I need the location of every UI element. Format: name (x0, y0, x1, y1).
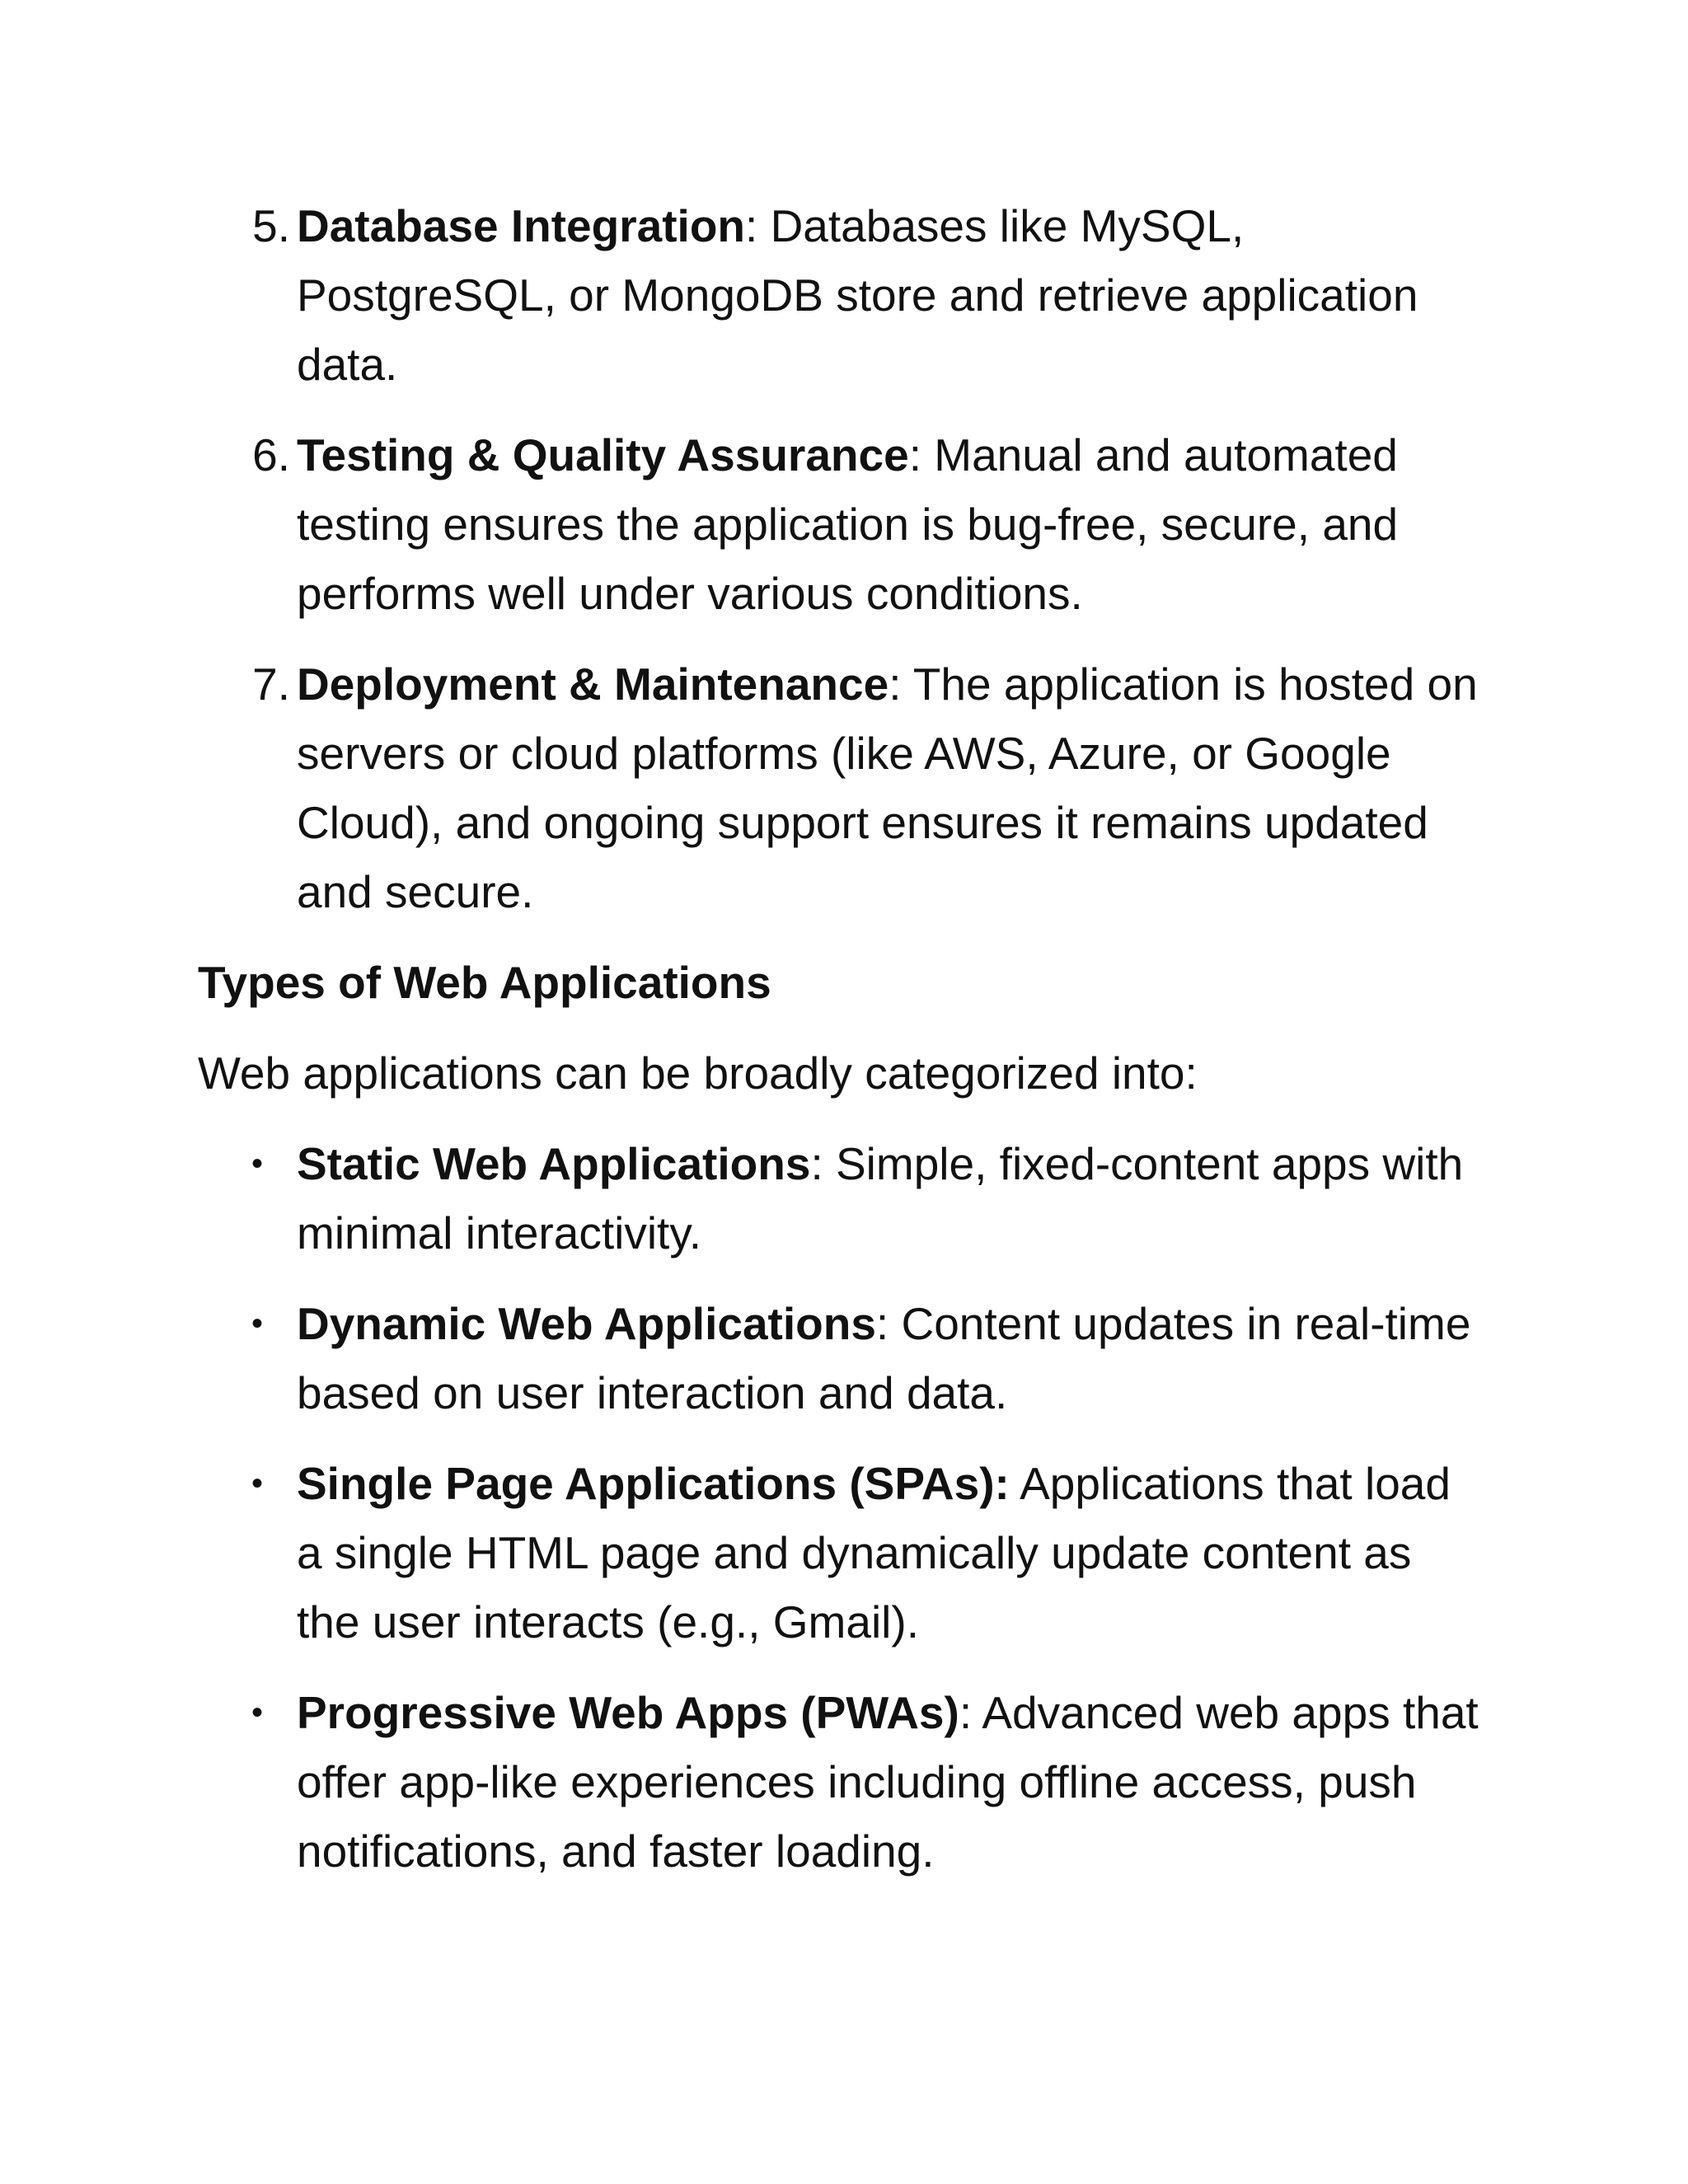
bullet-icon: • (251, 1305, 263, 1342)
numbered-list-item-deployment-maintenance (198, 649, 1484, 926)
list-item-separator: : (889, 658, 902, 710)
list-number: 7. (252, 658, 290, 710)
list-item-description: The application is hosted on servers or cloud platforms (like AWS, Azure, or Google Cloud), and ongoing support ensures it remains updated and secure. (297, 658, 1478, 917)
list-item-description: Advanced web apps that offer app-like experiences including offline access, push notifications, and faster loading. (297, 1687, 1479, 1877)
list-item-term: Database Integration (297, 200, 746, 251)
bullet-icon: • (251, 1146, 263, 1182)
list-item-separator: : (810, 1138, 823, 1189)
list-item-term: Dynamic Web Applications (297, 1298, 876, 1349)
list-item-separator: : (875, 1298, 889, 1349)
bullet-list-item-dynamic (198, 1289, 1484, 1427)
list-number: 5. (252, 200, 290, 251)
list-item-description: Databases like MySQL, PostgreSQL, or MongoDB store and retrieve application data. (297, 200, 1418, 390)
list-item-separator: : (908, 429, 921, 480)
bullet-list-item-static (198, 1129, 1484, 1268)
list-item-term: Single Page Applications (SPAs): (297, 1458, 1010, 1509)
section-intro: Web applications can be broadly categorized into: (198, 1047, 1198, 1099)
bullet-icon: • (251, 1465, 263, 1502)
numbered-list-item-testing-quality (198, 420, 1484, 628)
list-item-description: Manual and automated testing ensures the application is bug-free, secure, and performs well under various conditions. (297, 429, 1399, 619)
bullet-list-item-spa (198, 1449, 1484, 1657)
document-body (198, 191, 1484, 1907)
list-item-term: Deployment & Maintenance (297, 658, 889, 710)
list-item-term: Testing & Quality Assurance (297, 429, 909, 480)
list-item-separator: : (745, 200, 758, 251)
list-number: 6. (252, 429, 290, 480)
list-item-description: Applications that load a single HTML page and dynamically update content as the user interacts (e.g., Gmail). (297, 1458, 1451, 1647)
list-item-description: Simple, fixed-content apps with minimal interactivity. (297, 1138, 1464, 1258)
section-heading: Types of Web Applications (198, 957, 771, 1008)
list-item-term: Progressive Web Apps (PWAs) (297, 1687, 959, 1738)
list-item-description: Content updates in real-time based on user interaction and data. (297, 1298, 1471, 1418)
list-item-separator: : (959, 1687, 973, 1738)
numbered-list-item-database-integration (198, 191, 1484, 399)
bullet-icon: • (251, 1694, 263, 1731)
list-item-term: Static Web Applications (297, 1138, 811, 1189)
bullet-list-item-pwa (198, 1678, 1484, 1886)
